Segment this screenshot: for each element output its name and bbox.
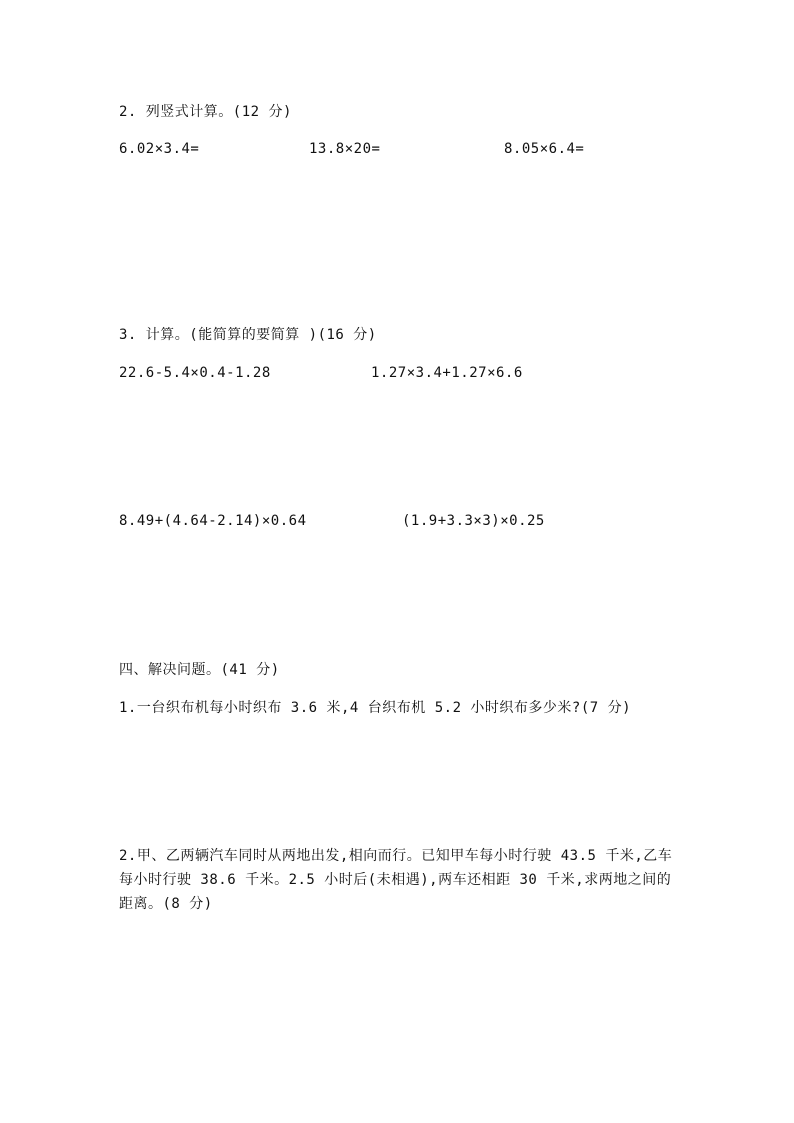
calc-problem-4: (1.9+3.3×3)×0.25 bbox=[402, 513, 545, 529]
section-2-heading: 2. 列竖式计算。(12 分) bbox=[119, 104, 292, 120]
word-problem-1: 1.一台织布机每小时织布 3.6 米,4 台织布机 5.2 小时织布多少米?(7 分) bbox=[119, 700, 632, 716]
word-problem-2: 2.甲、乙两辆汽车同时从两地出发,相向而行。已知甲车每小时行驶 43.5 千米,乙车每小时行驶 38.6 千米。2.5 小时后(未相遇),两车还相距 30 千米,求两地之间的距离。(8 分) bbox=[119, 848, 673, 912]
section-4-heading: 四、解决问题。(41 分) bbox=[119, 662, 280, 678]
calc-problem-3: 8.49+(4.64-2.14)×0.64 bbox=[119, 513, 307, 529]
calc-problem-2: 1.27×3.4+1.27×6.6 bbox=[371, 365, 523, 381]
problem-vertical-1: 6.02×3.4= bbox=[119, 141, 200, 157]
calc-problem-1: 22.6-5.4×0.4-1.28 bbox=[119, 365, 271, 381]
problem-vertical-3: 8.05×6.4= bbox=[504, 141, 585, 157]
problem-vertical-2: 13.8×20= bbox=[309, 141, 381, 157]
section-3-heading: 3. 计算。(能简算的要简算 )(16 分) bbox=[119, 327, 377, 343]
